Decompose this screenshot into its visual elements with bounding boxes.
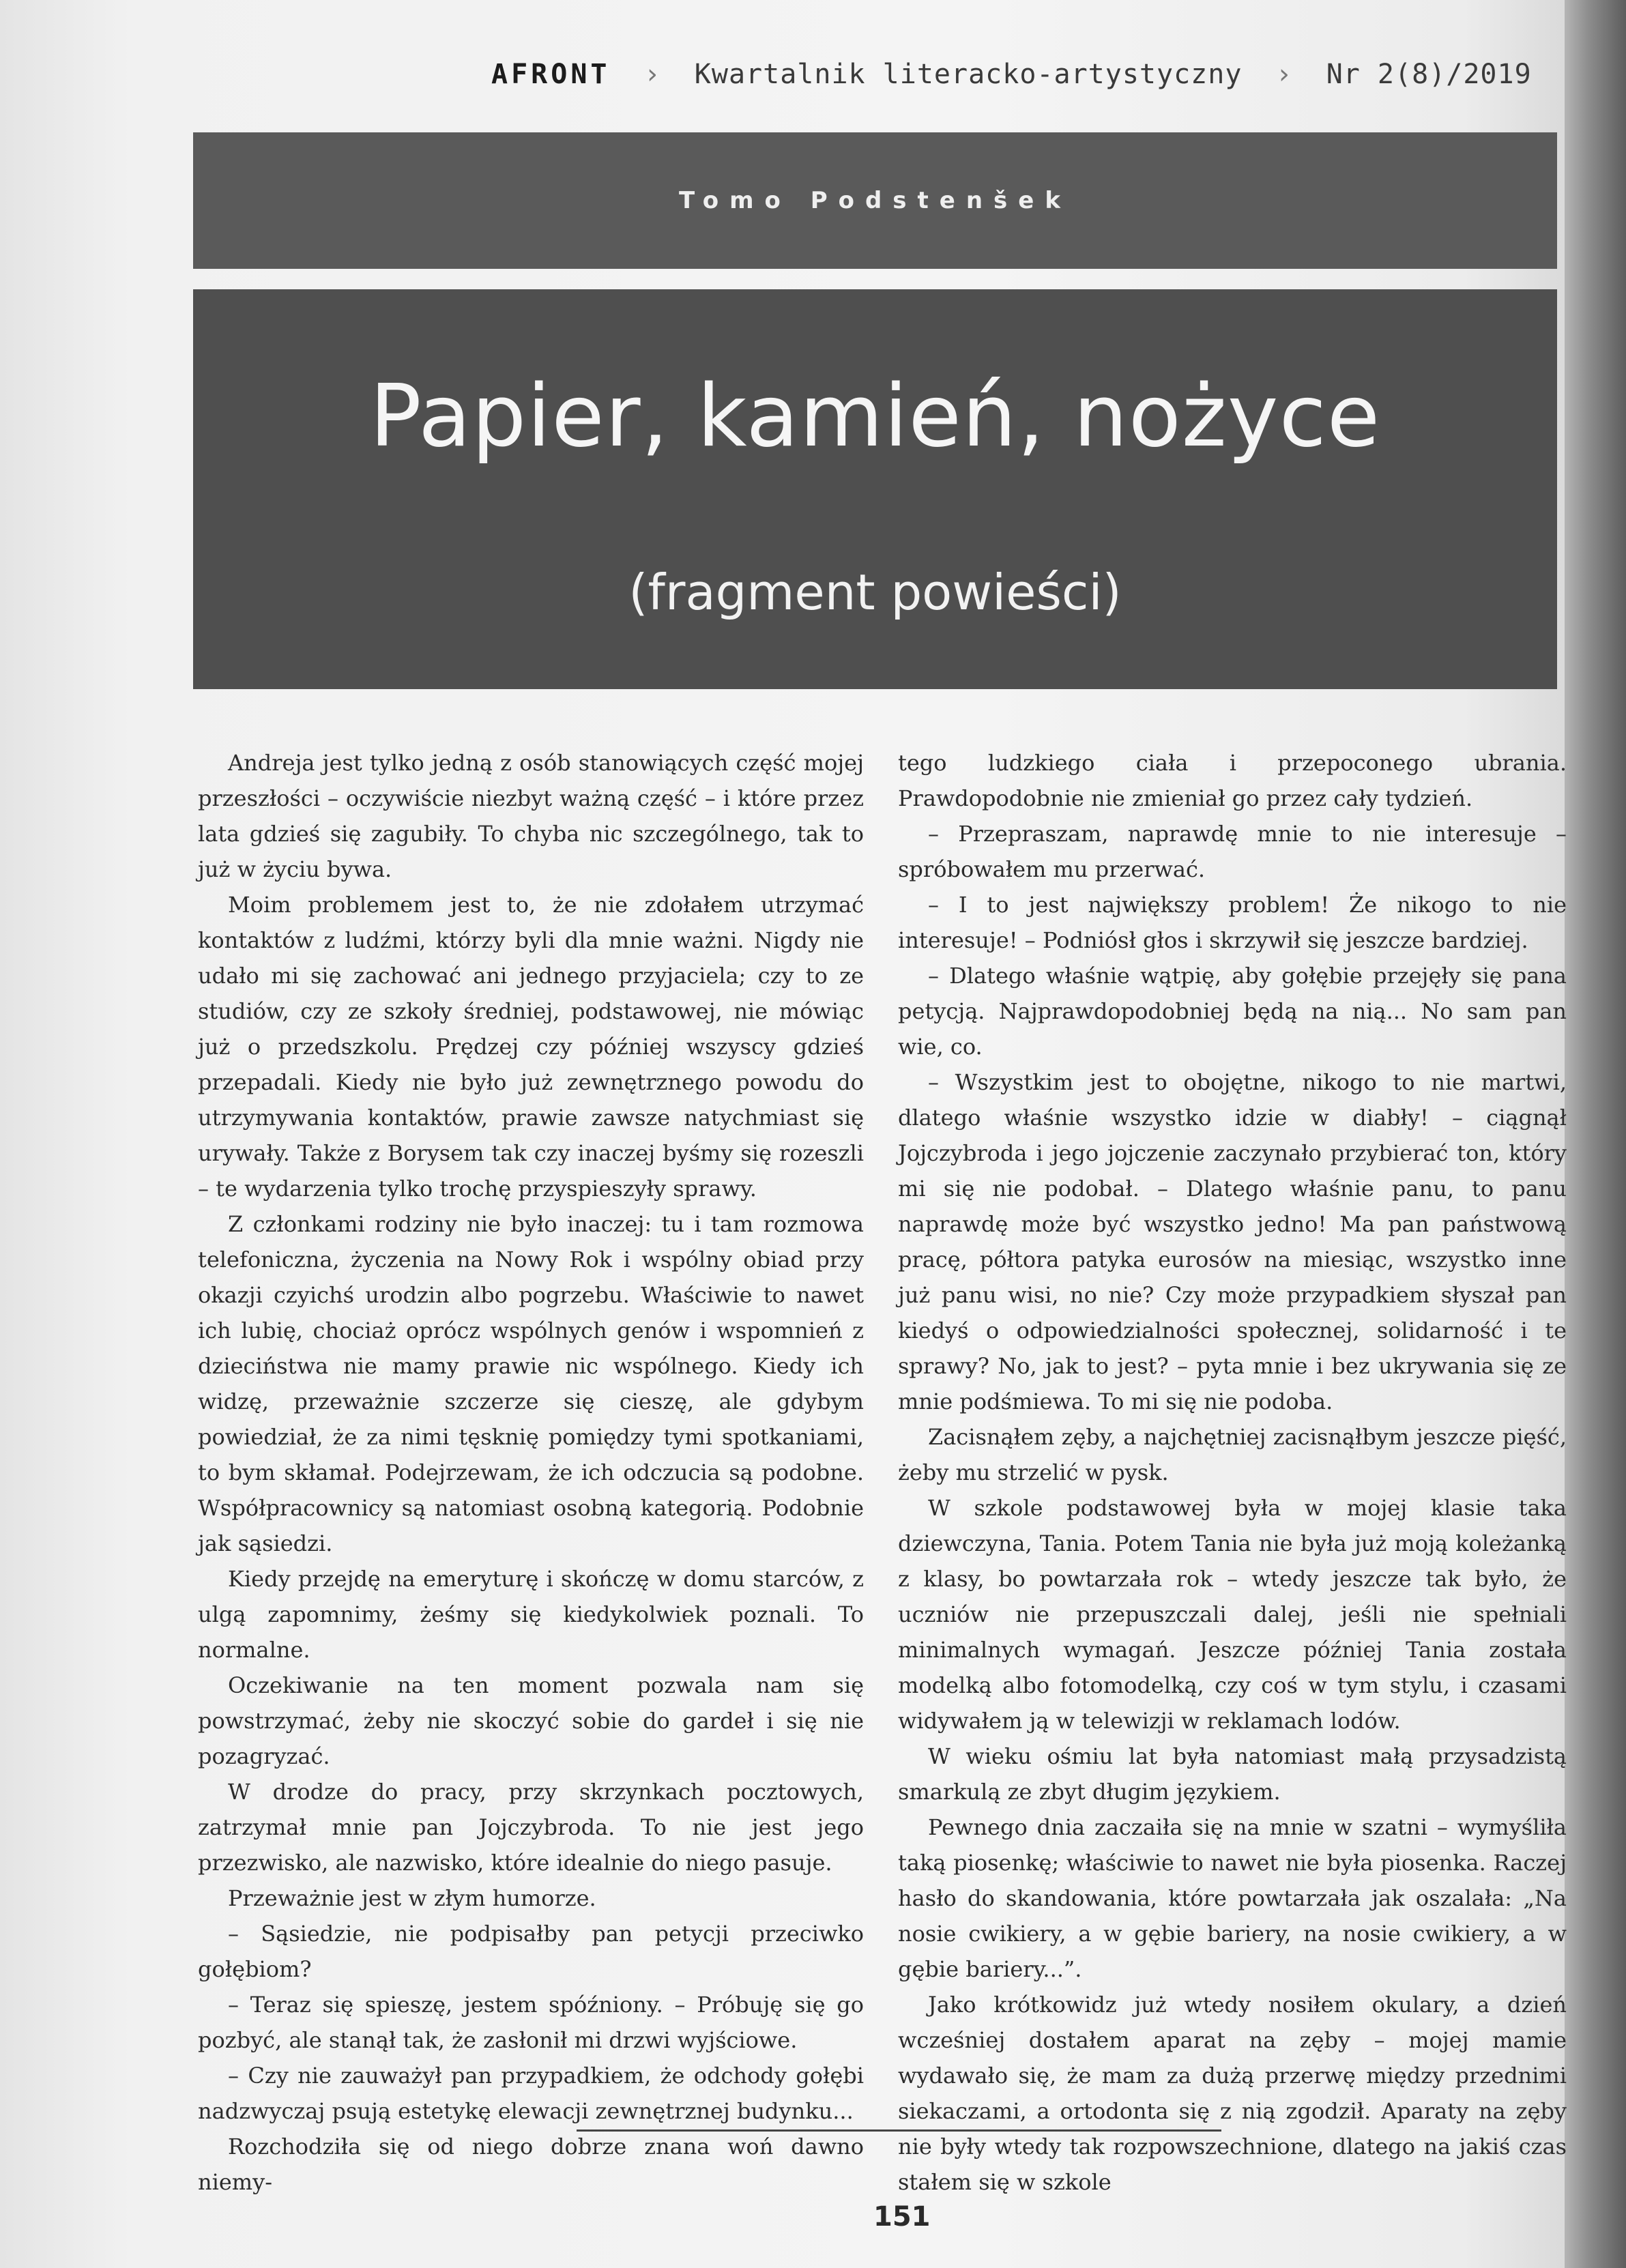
paragraph: Zacisnąłem zęby, a najchętniej zacisnąłbym jeszcze pięść, żeby mu strzelić w pysk. xyxy=(898,1424,1567,1485)
left-text-column xyxy=(198,745,864,2200)
paragraph: Z członkami rodziny nie było inaczej: tu i tam rozmowa telefoniczna, życzenia na Nowy Rok i wspólny obiad przy okazji czyichś urodzin albo pogrzebu. Właściwie to nawet ich lubię, chociaż oprócz wspólnych genów i wspomnień z dzieciństwa nie mamy prawie nic wspólnego. Kiedy ich widzę, przeważnie szczerze się cieszę, ale gdybym powiedział, że za nimi tęsknię pomiędzy tymi spotkaniami, to bym skłamał. Podejrzewam, że ich odczucia są podobne. Współpracownicy są natomiast osobną kategorią. Podobnie jak sąsiedzi. xyxy=(198,1211,864,1556)
journal-name: Kwartalnik literacko-artystyczny xyxy=(694,59,1243,90)
paragraph: – Przepraszam, naprawdę mnie to nie interesuje – spróbowałem mu przerwać. xyxy=(898,821,1567,882)
right-text-column xyxy=(898,745,1567,2200)
paragraph: – Wszystkim jest to obojętne, nikogo to nie martwi, dlatego właśnie wszystko idzie w diabły! – ciągnął Jojczybroda i jego jojczenie zaczynało przybierać ton, który mi się nie podobał. – Dlatego właśnie panu, to panu naprawdę może być wszystko jedno! Ma pan państwową pracę, półtora patyka eurosów na miesiąc, wszystko inne już panu wisi, no nie? Czy może przypadkiem słyszał pan kiedyś o odpowiedzialności społecznej, solidarność i te sprawy? No, jak to jest? – pyta mnie i bez ukrywania się ze mnie podśmiewa. To mi się nie podoba. xyxy=(898,1069,1567,1414)
article-title: Papier, kamień, nożyce xyxy=(369,366,1381,466)
title-banner xyxy=(193,289,1557,689)
header-separator: › xyxy=(643,59,661,90)
paragraph: – I to jest największy problem! Że nikogo to nie interesuje! – Podniósł głos i skrzywił się jeszcze bardziej. xyxy=(898,892,1567,953)
book-spine-shadow xyxy=(1565,0,1626,2268)
footer-rule xyxy=(577,2129,1221,2132)
paragraph: – Sąsiedzie, nie podpisałby pan petycji przeciwko gołębiom? xyxy=(198,1921,864,1982)
paragraph: – Czy nie zauważył pan przypadkiem, że odchody gołębi nadzwyczaj psują estetykę elewacji zewnętrznej budynku... xyxy=(198,2063,864,2124)
author-name: Tomo Podstenšek xyxy=(679,187,1071,214)
magazine-brand: AFRONT xyxy=(491,59,611,90)
paragraph: Moim problemem jest to, że nie zdołałem utrzymać kontaktów z ludźmi, którzy byli dla mnie ważni. Nigdy nie udało mi się zachować ani jednego przyjaciela; czy to ze studiów, czy ze szkoły średniej, podstawowej, nie mówiąc już o przedszkolu. Prędzej czy później wszyscy gdzieś przepadali. Kiedy nie było już zewnętrznego powodu do utrzymywania kontaktów, prawie zawsze natychmiast się urywały. Także z Borysem tak czy inaczej byśmy się rozeszli – te wydarzenia tylko trochę przyspieszyły sprawy. xyxy=(198,892,864,1202)
paragraph: Pewnego dnia zaczaiła się na mnie w szatni – wymyśliła taką piosenkę; właściwie to nawet nie była piosenka. Raczej hasło do skandowania, które powtarzała jak oszalała: „Na nosie cwikiery, a w gębie bariery, na nosie cwikiery, a w gębie bariery...”. xyxy=(898,1814,1567,1982)
paragraph: Andreja jest tylko jedną z osób stanowiących część mojej przeszłości – oczywiście niezbyt ważną część – i które przez lata gdzieś się zagubiły. To chyba nic szczególnego, tak to już w życiu bywa. xyxy=(198,750,864,882)
paragraph: Rozchodziła się od niego dobrze znana woń dawno niemy- xyxy=(198,2134,864,2195)
paragraph: Kiedy przejdę na emeryturę i skończę w domu starców, z ulgą zapomnimy, żeśmy się kiedykolwiek poznali. To normalne. xyxy=(198,1566,864,1663)
author-banner xyxy=(193,132,1557,269)
header-separator: › xyxy=(1275,59,1293,90)
issue-number: Nr 2(8)/2019 xyxy=(1326,59,1532,90)
paragraph: W szkole podstawowej była w mojej klasie taka dziewczyna, Tania. Potem Tania nie była już moją koleżanką z klasy, bo powtarzała rok – wtedy jeszcze tak było, że uczniów nie przepuszczali dalej, jeśli nie spełniali minimalnych wymagań. Jeszcze później Tania została modelką albo fotomodelką, czy coś w tym stylu, i czasami widywałem ją w telewizji w reklamach lodów. xyxy=(898,1495,1567,1734)
paragraph: W drodze do pracy, przy skrzynkach pocztowych, zatrzymał mnie pan Jojczybroda. To nie jest jego przezwisko, ale nazwisko, które idealnie do niego pasuje. xyxy=(198,1779,864,1876)
article-subtitle: (fragment powieści) xyxy=(628,564,1122,621)
paragraph: Oczekiwanie na ten moment pozwala nam się powstrzymać, żeby nie skoczyć sobie do gardeł i się nie pozagryzać. xyxy=(198,1672,864,1769)
paragraph: Przeważnie jest w złym humorze. xyxy=(228,1885,596,1911)
running-header xyxy=(491,59,1532,90)
paragraph: Jako krótkowidz już wtedy nosiłem okulary, a dzień wcześniej dostałem aparat na zęby – mojej mamie wydawało się, że mam za dużą przerwę między przednimi siekaczami, a ortodonta się z nią zgodził. Aparaty na zęby nie były wtedy tak rozpowszechnione, dlatego na jakiś czas stałem się w szkole xyxy=(898,1992,1567,2195)
paragraph: tego ludzkiego ciała i przepoconego ubrania. Prawdopodobnie nie zmieniał go przez cały tydzień. xyxy=(898,750,1567,811)
page-number: 151 xyxy=(873,2201,931,2233)
paragraph: W wieku ośmiu lat była natomiast małą przysadzistą smarkulą ze zbyt długim językiem. xyxy=(898,1743,1567,1805)
paragraph: – Teraz się spieszę, jestem spóźniony. – Próbuję się go pozbyć, ale stanął tak, że zasłonił mi drzwi wyjściowe. xyxy=(198,1992,864,2053)
paragraph: – Dlatego właśnie wątpię, aby gołębie przejęły się pana petycją. Najprawdopodobniej będą na nią... No sam pan wie, co. xyxy=(898,963,1567,1060)
